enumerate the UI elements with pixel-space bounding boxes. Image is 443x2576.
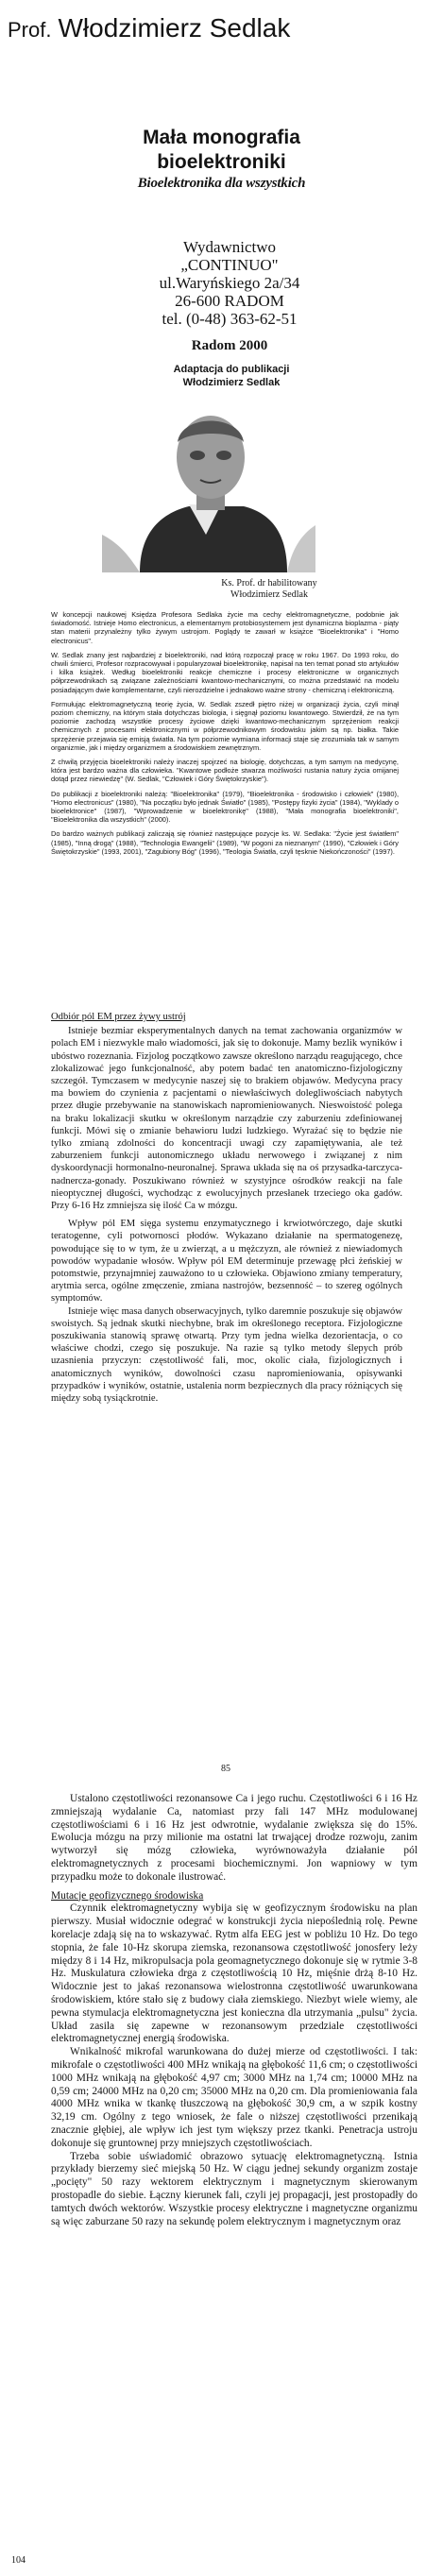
body-paragraph: Wpływ pól EM sięga systemu enzymatycznego i krwiotwórczego, daje skutki teratogenne, cyli potwornosci płodów. Wykazano działanie na spermatogenezę, powodujące się to w tym, że u zwierząt, a u mężczyzn, ale również z niewiadomych powodów wypadanie włosów. Wpływ pól EM determinuje przewagę płci żeńskiej w potomstwie, przynajmniej zauważono to u człowieka. Objawiono zmiany temperatury, arytmia serca, ogólne zmęczenie, zmiana nastrojów, bezsenność – to szereg ogólnych symptomów. (51, 1219, 402, 1305)
adaptation-label: Adaptacja do publikacji (173, 364, 290, 375)
intro-paragraph: Formułując elektromagnetyczną teorię życia, W. Sedlak zszedł piętro niżej w organizacji życia, czyli minął poziom chemiczny, na którym stała dotychczas biologia, i sięgnął poziomu kwantowego. Stwierdził, że na tym poziomie zachodzą wszystkie procesy życiowe dzięki kwantowo-mechanicznym sprzężeniom reakcji chemicznych z procesami elektronicznymi w półprzewodnikowym środowisku jakim są np. białka. Takie sprzężenie przejawia się emisją światła. Na tym poziomie wymiana informacji staje się zrozumiała tak w samym organizmie, jak i między organizmem a środowiskiem zewnętrznym. (51, 699, 399, 752)
section-geophysical (51, 1793, 417, 2228)
publisher-city: 26-600 RADOM (175, 292, 284, 310)
publisher-street: ul.Waryńskiego 2a/34 (159, 274, 300, 292)
page-number: 85 (221, 1764, 230, 1774)
intro-paragraph: Do bardzo ważnych publikacji zaliczają się również następujące pozycje ks. W. Sedlaka: "Życie jest światłem" (1985), "Inną drogą" (1988), "Technologia Ewangelii" (1989), "W pogoni za nieznanym" (1990), "Człowiek i Góry Świętokrzyskie" (1993, 2001), "Zagubiony Bóg" (1996), "Teologia Światła, czyli tęsknie Niekończoności" (1997). (51, 829, 399, 856)
publisher-name: „CONTINUO" (180, 256, 279, 274)
body-paragraph: Wnikalność mikrofal warunkowana do dużej mierze od częstotliwości. I tak: mikrofale o częstotliwości 400 MHz wnikają na głębokość 11,6 cm; o częstotliwości 1000 MHz wnikają na głębokość 4,97 cm; 3000 MHz na 1,74 cm; 10000 MHz na 0,59 cm; 24000 MHz na 0,20 cm; 35000 MHz na 0,20 cm. Dla promieniowania fala 4000 MHz wnika w tkankę tłuszczową na głębokość 30,9 cm, a w szpik kostny 32,19 cm. Ogólny z tego wniosek, że fale o niższej częstotliwości przenikają znacznie głębiej, ale wpływ ich jest tym większy przez tkanki. Penetracja ustroju dokonuje się gruntownej przy mniejszych częstotliwościach. (51, 2046, 417, 2149)
portrait-caption (194, 578, 345, 601)
body-paragraph: Istnieje bezmiar eksperymentalnych danych na temat zachowania organizmów w polach EM i niezwykle mało wiadomości, jak się to dokonuje. Mamy bezlik wyników i ubóstwo rozeznania. Fizjolog początkowo zawsze określono narządu reagującego, chce zlokalizować jego funkcjonalność, aby potem badać ten anatomiczno-fizjologiczny szczegół. Tymczasem w medycynie naszej się to brakiem objawów. Medycyna pracy ma bowiem do czynienia z pacjentami o niewłaściwych dolegliwościach nabytych przez długie przebywanie na stanowiskach napromieniowanych. Nieswoistość polega na braku lokalizacji skutku w określonym narządzie czy zaburzeniu zdefiniowanej funkcji. Mówi się o zmianie behawioru ludzi ludzkiego. Wyrażać się to będzie nie tylko zmianą zdolności do koncentracji uwagi czy zapamiętywania, ale też zaburzeniem funkcji autonomicznego układu nerwowego i związanej z nim dyskoordynacji hormonalno-neuronalnej. Sprawa układa się na oś przysadka-tarczyca-nadnercza-gonady. Poszukiwano również w szystyjnce ośrodków reakcji na fale nieoptycznej długości, wychodząc z ewolucyjnych przesłanek trzeciego oka gadów. Przy 6-16 Hz zmniejsza się ilość Ca w mózgu. (51, 1026, 402, 1212)
intro-paragraph: W. Sedlak znany jest najbardziej z bioelektroniki, nad którą rozpoczął pracę w roku 1967. Do 1993 roku, do chwili śmierci, Profesor rozpracowywał i popularyzował bioelektronikę, napisał na ten temat ponad sto artykułów i kilka książek. Według bioelektroniki reakcje chemiczne i procesy elektroniczne w organicznych półprzewodnikach są związane zależnościami kwantowo-mechanicznymi, co można przedstawić na modelu posiadającym dwie komplementarne, czyli nierozdzielne i jednakowo ważne strony - chemiczną i elektroniczną. (51, 650, 399, 694)
intro-text (51, 610, 399, 862)
section-heading: Mutacje geofizycznego środowiska (51, 1889, 204, 1902)
section-heading: Odbiór pól EM przez żywy ustrój (51, 1012, 186, 1022)
author-portrait (102, 393, 315, 572)
author-name: Włodzimierz Sedlak (58, 13, 291, 43)
author-header (8, 13, 290, 44)
caption-line2: Włodzimierz Sedlak (230, 589, 308, 600)
body-paragraph: Ustalono częstotliwości rezonansowe Ca i jego ruchu. Częstotliwości 6 i 16 Hz zmniejszają wydalanie Ca, natomiast przy fali 147 MHz modulowanej częstotliwościami 6 i 16 Hz jest odwrotnie, wydalanie zwiększa się do 15%. Ewolucja mózgu na przy milionie ma ostatni lat trwającej drodze rozwoju, zanim wytworzył się mózg człowieka, wyrównoważyła działanie pól elektromagnetycznych z procesami biochemicznymi. Jon wapniowy w tym przypadku może to dokonale ilustrować. (51, 1793, 417, 1883)
publisher-block (93, 238, 366, 328)
page-number: 104 (11, 2555, 26, 2566)
adaptation-name: Włodzimierz Sedlak (182, 377, 281, 388)
book-title (0, 126, 443, 175)
adaptation-credit (113, 363, 349, 389)
author-title: Prof. (8, 18, 52, 42)
caption-line1: Ks. Prof. dr habilitowany (221, 578, 317, 589)
body-paragraph: Istnieje więc masa danych obserwacyjnych, tylko daremnie poszukuje się objawów swoistych. Są jednak skutki niechybne, brak im określonego receptora. Fizjologiczne poszukiwania stanowią sprawę otwartą. Przy tym jedna wielka dezorientacja, o co właściwe chodzi, czego się poszukuje. Na razie są tylko metody ślepych prób uzasnienia przyczyn: częstotliwość fali, moc, okolic ciała, fizjologicznych i anatomicznych wyników, dowolności czasu napromieniowania, opisywanki przypadków i wyników, ostatnie, ustalenia norm bezpiecznych dla pracy różniących się między sobą tysiąckrotnie. (51, 1305, 402, 1405)
intro-paragraph: Do publikacji z bioelektroniki należą: "Bioelektronika" (1979), "Bioelektronika - środowisko i człowiek" (1980), "Homo electronicus" (1980), "Na początku było jednak Światło" (1985), "Postępy fizyki życia" (1984), "Wyklady o bioelektronice" (1987), "Wprowadzenie w bioelektronikę" (1988), "Mała monografia bioelektroniki", "Bioelektronika dla wszystkich" (2000). (51, 789, 399, 825)
book-title-line1: Mała monografia (143, 127, 300, 148)
book-title-line2: bioelektroniki (157, 151, 286, 173)
book-subtitle: Bioelektronika dla wszystkich (137, 176, 306, 191)
publisher-label: Wydawnictwo (182, 238, 277, 256)
portrait-photo (102, 393, 315, 572)
body-paragraph: Trzeba sobie uświadomić obrazowo sytuację elektromagnetyczną. Istnia przykłady bierzemy sieć miejską 50 Hz. W ciągu jednej sekundy organizm zostaje „pocięty" 50 razy wektorem elektrycznym i magnetycznym skierowanym prostopadle do siebie. Łączny kierunek fali, czyli jej propagacji, jest prostopadły do tamtych dwóch wektorów. Wszystkie procesy elektryczne i magnetyczne organizmu są więc zaburzane 50 razy na sekundę polem elektrycznym i magnetycznym oraz (51, 2150, 417, 2227)
intro-paragraph: Z chwilą przyjęcia bioelektroniki należy inaczej spojrzeć na biologię, dotychczas, a tym samym na medycynę, która jest bardzo ważna dla człowieka. "Kwantowe podłoże stwarza możliwości rustania natury życia omijanej dotąd przez niewiedzę" (W. Sedlak, "Człowiek i Góry Świętokrzyskie"). (51, 758, 399, 784)
place-year: Radom 2000 (191, 338, 268, 353)
section-em-reception (51, 1011, 402, 1405)
body-paragraph: Czynnik elektromagnetyczny wybija się w geofizycznym środowisku na plan pierwszy. Musiał widocznie odegrać w konstrukcji życia niepoślednią rolę. Pewne korelacje zdają się na to wskazywać. Rytm alfa EEG jest w pobliżu 10 Hz. Do tego stopnia, że fale 10-Hz skorupa ziemska, rezonansowa częstotliwość jonosfery leży między 8 i 14 Hz, mikropulsacja pola geomagnetycznego dokonuje się w rytmie 3-8 Hz. Muskulatura człowieka drga z częstotliwością 10 Hz, mięśnie drżą 8-10 Hz. Widocznie jest to jakaś rezonansowa wielostronna częstotliwość uwarunkowana środowiskiem, które stało się z budowy ciała ziemskiego. Niezbyt wiele wiemy, ale pewna stymulacja elektromagnetyczna jest konieczna dla utrzymania „pulsu" życia. Układ zasila się zapewne w rezonansowym przedziale częstotliwości elektromagnetycznej energią środowiska. (51, 1902, 417, 2045)
intro-paragraph: W koncepcji naukowej Księdza Profesora Sedlaka życie ma cechy elektromagnetyczne, podobnie jak świadomość. Istnieje Homo electronicus, a elementarnym protobiosystemem jest dynamiczna bioplazma - piąty stan materii przynależny tylko żywym ustrojom. Poglądy te zawarł w książce "Bioelektronika" i "Homo electronicus". (51, 610, 399, 645)
publisher-phone: tel. (0-48) 363-62-51 (162, 310, 298, 328)
